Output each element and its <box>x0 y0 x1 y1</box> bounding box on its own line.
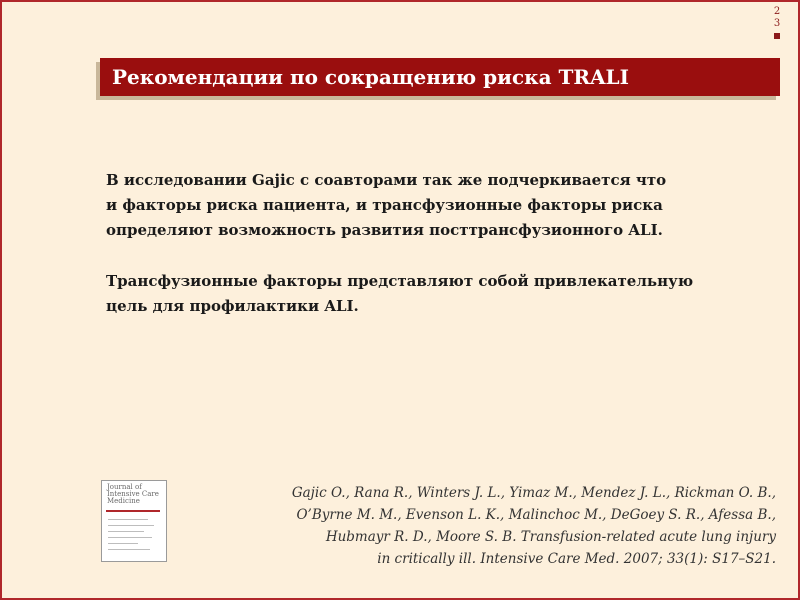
journal-cover-divider <box>106 510 160 512</box>
citation-line-4: in critically ill. Intensive Care Med. 2007; 33(1): S17–S21. <box>377 551 776 567</box>
journal-cover-text-line <box>108 537 152 538</box>
citation-line-2: O’Byrne M. M., Evenson L. K., Malinchoc M., DeGoey S. R., Afessa B., <box>296 507 776 523</box>
paragraph-1 <box>106 168 786 243</box>
journal-title-line: Medicine <box>107 497 140 505</box>
journal-cover-title <box>107 484 163 505</box>
page-number <box>770 6 784 39</box>
journal-cover-text-line <box>108 549 150 550</box>
citation-line-1: Gajic O., Rana R., Winters J. L., Yimaz M., Mendez J. L., Rickman O. B., <box>291 485 776 501</box>
journal-cover-text-line <box>108 525 154 526</box>
paragraph-1-line-2: и факторы риска пациента, и трансфузионные факторы риска <box>106 196 663 214</box>
paragraph-1-line-1: В исследовании Gajic с соавторами так же подчеркивается что <box>106 171 667 189</box>
journal-cover-text-line <box>108 531 144 532</box>
citation <box>216 482 776 570</box>
body-text <box>106 168 786 345</box>
journal-cover-text-line <box>108 543 138 544</box>
paragraph-2-line-2: цель для профилактики ALI. <box>106 297 359 315</box>
page-marker-square-icon <box>774 33 780 39</box>
title-bar <box>100 58 780 96</box>
paragraph-2 <box>106 269 786 319</box>
journal-title-line: Intensive Care <box>107 490 159 498</box>
paragraph-1-line-3: определяют возможность развития посттрансфузионного ALI. <box>106 221 663 239</box>
paragraph-2-line-1: Трансфузионные факторы представляют собой привлекательную <box>106 272 694 290</box>
journal-cover-text-line <box>108 519 148 520</box>
citation-line-3: Hubmayr R. D., Moore S. B. Transfusion-related acute lung injury <box>325 529 776 545</box>
page-number-digit-2: 3 <box>773 18 781 29</box>
page-number-digit-1: 2 <box>773 6 781 17</box>
slide-title: Рекомендации по сокращению риска TRALI <box>112 65 629 89</box>
journal-title-line: Journal of <box>107 483 142 491</box>
journal-cover-thumbnail <box>101 480 167 562</box>
